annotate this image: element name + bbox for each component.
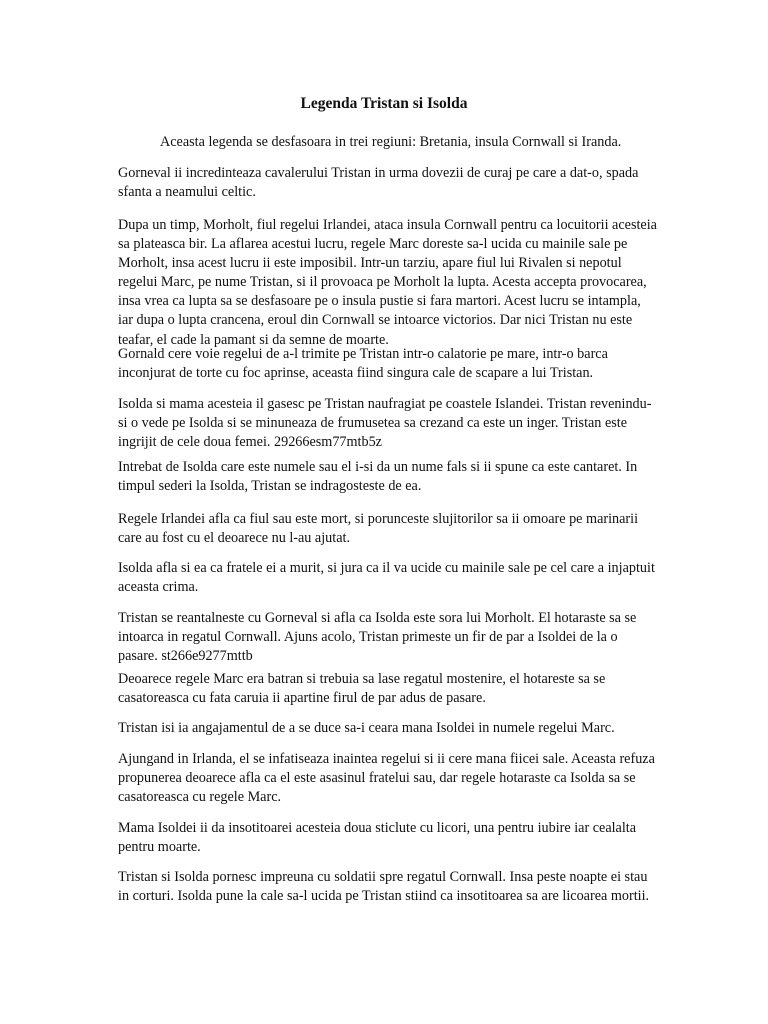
paragraph: Regele Irlandei afla ca fiul sau este mort, si porunceste slujitorilor sa ii omoare pe marinarii care au fost cu el deoarece nu l-au ajutat. [118, 511, 639, 547]
paragraph: Isolda si mama acesteia il gasesc pe Tristan naufragiat pe coastele Islandei. Tristan revenindu-si o vede pe Isolda si se minuneaza de frumusetea sa crezand ca este un inger. Tristan este ingrijit de cele doua femei. 29266esm77mtb5z [118, 396, 652, 451]
paragraph: Isolda afla si ea ca fratele ei a murit, si jura ca il va ucide cu mainile sale pe cel care a injaptuit aceasta crima. [118, 560, 655, 596]
paragraph-intro: Aceasta legenda se desfasoara in trei regiuni: Bretania, insula Cornwall si Iranda. [160, 134, 622, 150]
paragraph: Tristan si Isolda pornesc impreuna cu soldatii spre regatul Cornwall. Insa peste noapte ei stau in corturi. Isolda pune la cale sa-l ucida pe Tristan stiind ca insotitoarea sa are licoarea mortii. [118, 869, 650, 905]
paragraph: Deoarece regele Marc era batran si trebuia sa lase regatul mostenire, el hotareste sa se casatoreasca cu fata caruia ii apartine firul de par adus de pasare. [118, 671, 606, 707]
paragraph: Mama Isoldei ii da insotitoarei acesteia doua sticlute cu licori, una pentru iubire iar cealalta pentru moarte. [118, 820, 637, 856]
paragraph: Dupa un timp, Morholt, fiul regelui Irlandei, ataca insula Cornwall pentru ca locuitorii acesteia sa plateasca bir. La aflarea acestui lucru, regele Marc doreste sa-l ucida cu mainile sale pe Morholt, insa acest lucru ii este imposibil. Intr-un tarziu, apare fiul lui Rivalen si nepotul regelui Marc, pe nume Tristan, si il provoaca pe Morholt la lupta. Acesta accepta provocarea, insa vrea ca lupta sa se desfasoare pe o insula pustie si fara martori. Acest lucru se intampla, iar dupa o lupta crancena, eroul din Cornwall se intoarce victorios. Dar nici Tristan nu este teafar, el cade la pamant si da semne de moarte. [118, 217, 657, 348]
paragraph: Tristan isi ia angajamentul de a se duce sa-i ceara mana Isoldei in numele regelui Marc. [118, 720, 615, 736]
paragraph: Intrebat de Isolda care este numele sau el i-si da un nume fals si ii spune ca este cantaret. In timpul sederi la Isolda, Tristan se indragosteste de ea. [118, 459, 638, 495]
paragraph: Gornald cere voie regelui de a-l trimite pe Tristan intr-o calatorie pe mare, intr-o barca inconjurat de torte cu foc aprinse, aceasta fiind singura cale de scapare a lui Tristan. [118, 346, 608, 382]
paragraph: Gorneval ii incredinteaza cavalerului Tristan in urma dovezii de curaj pe care a dat-o, spada sfanta a neamului celtic. [118, 165, 639, 201]
paragraph: Tristan se reantalneste cu Gorneval si afla ca Isolda este sora lui Morholt. El hotaraste sa se intoarca in regatul Cornwall. Ajuns acolo, Tristan primeste un fir de par a Isoldei de la o pasare. st266e9277mttb [118, 610, 637, 665]
paragraph: Ajungand in Irlanda, el se infatiseaza inaintea regelui si ii cere mana fiicei sale. Aceasta refuza propunerea deoarece afla ca el este asasinul fratelui sau, dar regele hotaraste ca Isolda sa se casatoreasca cu regele Marc. [118, 751, 655, 806]
document-title: Legenda Tristan si Isolda [300, 95, 468, 112]
